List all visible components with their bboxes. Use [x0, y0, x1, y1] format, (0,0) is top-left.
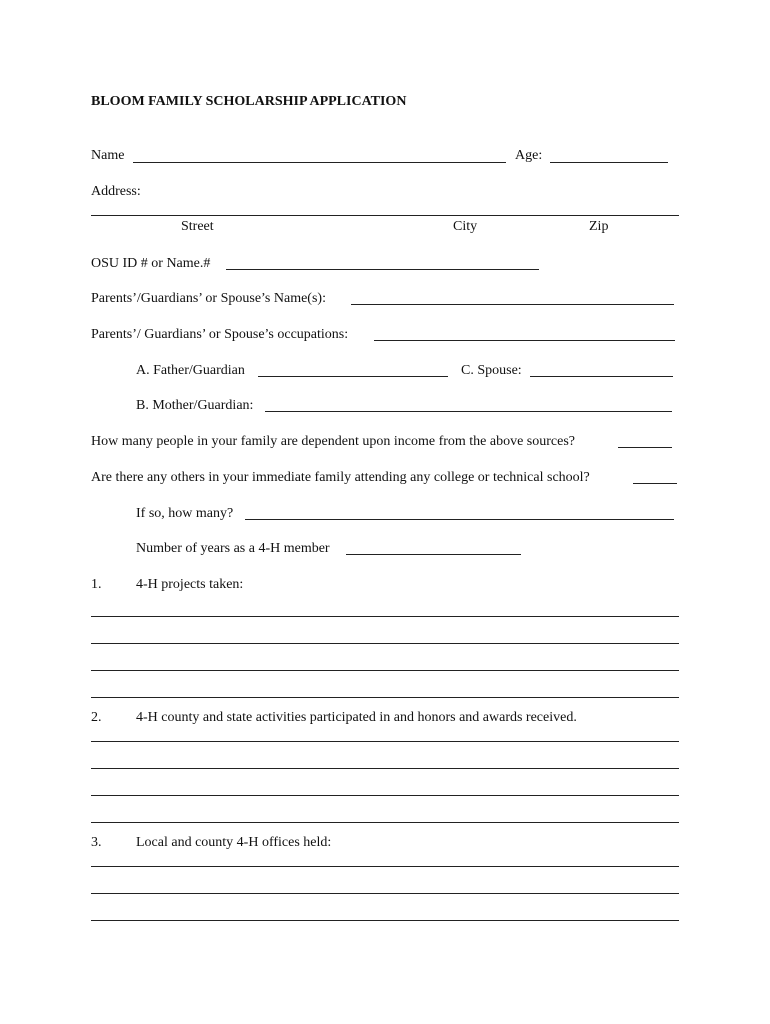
question-3-answer-line[interactable] — [91, 920, 679, 921]
parents-occupations-label: Parents’/ Guardians’ or Spouse’s occupations: — [91, 327, 349, 342]
parents-names-field[interactable] — [351, 304, 674, 305]
question-1-answer-line[interactable] — [91, 616, 679, 617]
question-3-answer-line[interactable] — [91, 893, 679, 894]
question-2-answer-line[interactable] — [91, 822, 679, 823]
father-label: A. Father/Guardian — [136, 363, 245, 378]
question-1-text: 4-H projects taken: — [136, 577, 244, 592]
question-3-answer-line[interactable] — [91, 866, 679, 867]
father-field[interactable] — [258, 376, 448, 377]
name-label: Name — [91, 148, 125, 163]
zip-label: Zip — [589, 219, 609, 234]
osu-id-label: OSU ID # or Name.# — [91, 256, 211, 271]
spouse-label: C. Spouse: — [461, 363, 522, 378]
form-title: BLOOM FAMILY SCHOLARSHIP APPLICATION — [91, 94, 407, 109]
mother-field[interactable] — [265, 411, 672, 412]
mother-label: B. Mother/Guardian: — [136, 398, 254, 413]
question-3-text: Local and county 4-H offices held: — [136, 835, 332, 850]
osu-id-field[interactable] — [226, 269, 539, 270]
city-label: City — [453, 219, 478, 234]
address-label: Address: — [91, 184, 141, 199]
question-2-text: 4-H county and state activities participated in and honors and awards received. — [136, 710, 577, 725]
others-question: Are there any others in your immediate family attending any college or technical school? — [91, 470, 590, 485]
parents-occupations-field[interactable] — [374, 340, 675, 341]
dependents-question: How many people in your family are dependent upon income from the above sources? — [91, 434, 576, 449]
question-2-answer-line[interactable] — [91, 795, 679, 796]
street-label: Street — [181, 219, 214, 234]
spouse-field[interactable] — [530, 376, 673, 377]
parents-names-label: Parents’/Guardians’ or Spouse’s Name(s): — [91, 291, 326, 306]
age-label: Age: — [515, 148, 543, 163]
how-many-field[interactable] — [245, 519, 674, 520]
question-1-number: 1. — [91, 577, 102, 592]
question-3-number: 3. — [91, 835, 102, 850]
question-1-answer-line[interactable] — [91, 697, 679, 698]
others-field[interactable] — [633, 483, 677, 484]
name-field[interactable] — [133, 162, 506, 163]
question-2-answer-line[interactable] — [91, 768, 679, 769]
address-field[interactable] — [91, 215, 679, 216]
question-1-answer-line[interactable] — [91, 643, 679, 644]
question-2-answer-line[interactable] — [91, 741, 679, 742]
how-many-label: If so, how many? — [136, 506, 234, 521]
age-field[interactable] — [550, 162, 668, 163]
question-2-number: 2. — [91, 710, 102, 725]
years-4h-field[interactable] — [346, 554, 521, 555]
dependents-field[interactable] — [618, 447, 672, 448]
years-4h-label: Number of years as a 4-H member — [136, 541, 330, 556]
question-1-answer-line[interactable] — [91, 670, 679, 671]
